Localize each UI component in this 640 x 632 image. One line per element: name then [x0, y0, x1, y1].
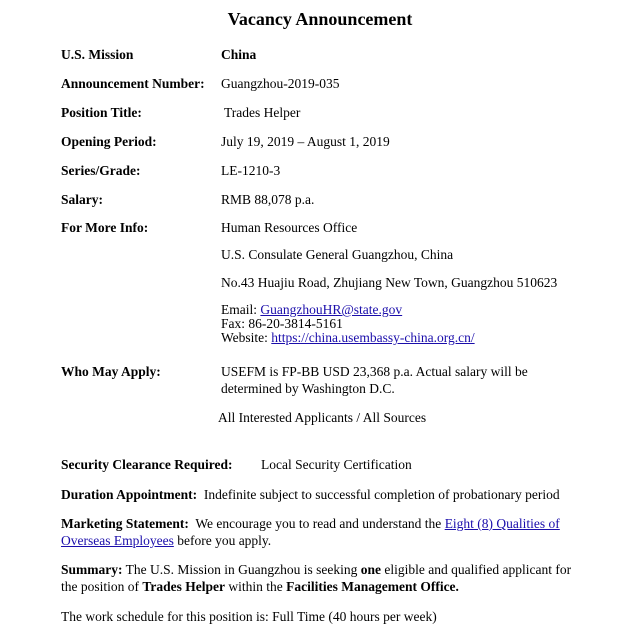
info-office: Human Resources Office [221, 220, 358, 235]
email-link[interactable]: GuangzhouHR@state.gov [260, 302, 403, 317]
page-title: Vacancy Announcement [227, 9, 413, 29]
label-who: Who May Apply: [61, 364, 161, 379]
label-series: Series/Grade: [61, 163, 141, 178]
label-summary: Summary: [61, 562, 123, 577]
summary-one: one [360, 562, 382, 577]
marketing-line2 [61, 533, 271, 549]
label-salary: Salary: [61, 192, 103, 207]
value-position: Trades Helper [224, 105, 301, 120]
summary-line2 [61, 579, 459, 595]
summary-office: Facilities Management Office. [286, 579, 459, 594]
label-opening: Opening Period: [61, 134, 157, 149]
label-announcement: Announcement Number: [61, 76, 205, 91]
label-duration: Duration Appointment: [61, 487, 198, 502]
info-fax: Fax: 86-20-3814-5161 [221, 316, 343, 331]
who-line2: determined by Washington D.C. [221, 381, 395, 396]
qualities-link-cont[interactable]: Overseas Employees [61, 533, 174, 548]
summary-t3: the position of [61, 579, 139, 594]
value-security: Local Security Certification [261, 457, 412, 472]
value-announcement: Guangzhou-2019-035 [221, 76, 340, 91]
value-mission: China [221, 47, 257, 62]
website-link[interactable]: https://china.usembassy-china.org.cn/ [271, 330, 475, 345]
label-position: Position Title: [61, 105, 142, 120]
summary-position: Trades Helper [142, 579, 225, 594]
info-address: No.43 Huajiu Road, Zhujiang New Town, Guangzhou 510623 [221, 275, 558, 290]
website-label: Website: [221, 330, 268, 345]
schedule-line: The work schedule for this position is: Full Time (40 hours per week) [61, 609, 437, 624]
label-info: For More Info: [61, 220, 149, 235]
summary-line1 [61, 562, 571, 578]
marketing-text2: before you apply. [177, 533, 272, 548]
value-opening: July 19, 2019 – August 1, 2019 [221, 134, 390, 149]
label-marketing: Marketing Statement: [61, 516, 189, 531]
who-line1: USEFM is FP-BB USD 23,368 p.a. Actual salary will be [221, 364, 528, 379]
summary-t1: The U.S. Mission in Guangzhou is seeking [125, 562, 358, 577]
summary-t2: eligible and qualified applicant for [384, 562, 572, 577]
info-website-line [221, 330, 475, 346]
marketing-text: We encourage you to read and understand the [195, 516, 442, 531]
info-consulate: U.S. Consulate General Guangzhou, China [221, 247, 454, 262]
who-sources: All Interested Applicants / All Sources [218, 410, 427, 425]
label-mission: U.S. Mission [61, 47, 134, 62]
value-duration: Indefinite subject to successful completion of probationary period [203, 487, 560, 502]
label-security: Security Clearance Required: [61, 457, 233, 472]
qualities-link[interactable]: Eight (8) Qualities of [444, 516, 560, 531]
value-series: LE-1210-3 [221, 163, 281, 178]
value-salary: RMB 88,078 p.a. [221, 192, 315, 207]
marketing-line1 [61, 516, 560, 532]
email-label: Email: [221, 302, 257, 317]
duration-line [61, 487, 560, 503]
summary-t4: within the [228, 579, 283, 594]
